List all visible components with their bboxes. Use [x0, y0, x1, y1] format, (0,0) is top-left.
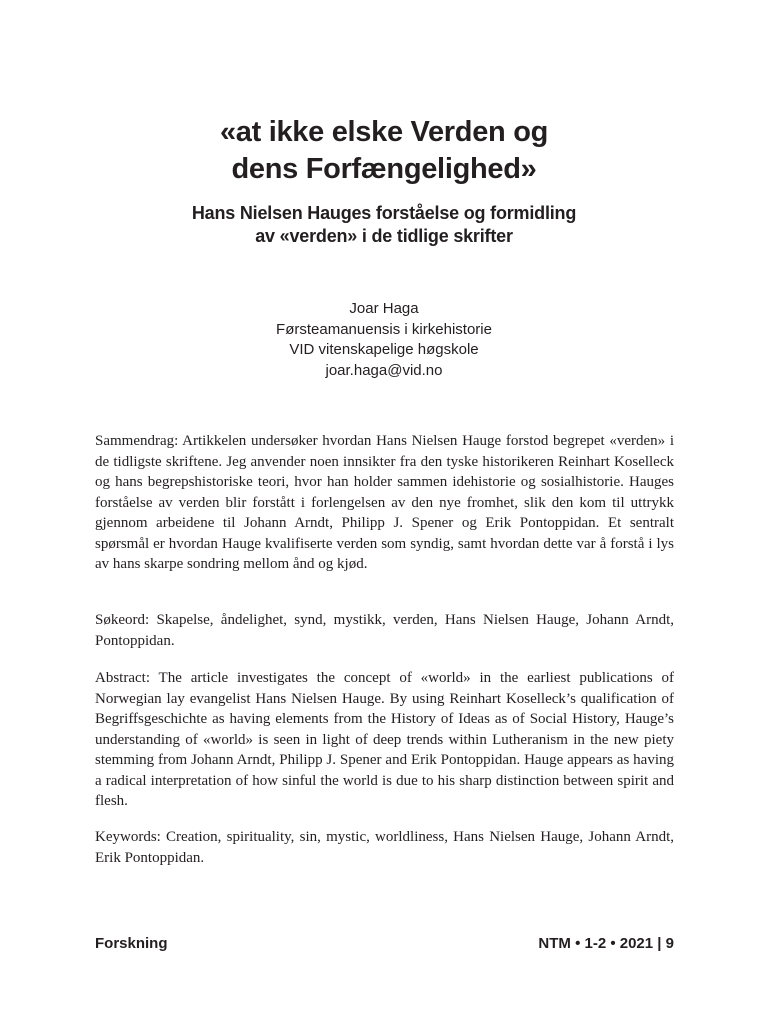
keywords-paragraph: Keywords: Creation, spirituality, sin, mystic, worldliness, Hans Nielsen Hauge, Johann Arndt, Erik Pontoppidan.	[95, 829, 674, 866]
author-block	[60, 299, 708, 381]
abstract-paragraph: Abstract: The article investigates the concept of «world» in the earliest publications of Norwegian lay evangelist Hans Nielsen Hauge. By using Reinhart Koselleck’s qualification of Begriffsgeschichte as having elements from the History of Ideas as of Social History, Hauge’s understanding of «world» is seen in light of deep trends within Lutheranism in the new piety stemming from Johann Arndt, Philipp J. Spener and Erik Pontoppidan. Hauge appears as having a radical interpretation of how sinful the world is due to his sharp distinction between spirit and flesh.	[95, 670, 674, 809]
article-subtitle	[60, 202, 708, 248]
footer-journal-info: NTM • 1-2 • 2021 | 9	[538, 935, 674, 952]
author-email[interactable]: joar.haga@vid.no	[325, 361, 443, 379]
article-subtitle-line-2: av «verden» i de tidlige skrifter	[255, 226, 513, 246]
article-subtitle-line-1: Hans Nielsen Hauges forståelse og formidling	[191, 203, 577, 223]
author-name: Joar Haga	[349, 300, 419, 317]
author-institution: VID vitenskapelige høgskole	[289, 341, 479, 358]
sammendrag-paragraph: Sammendrag: Artikkelen undersøker hvordan Hans Nielsen Hauge forstod begrepet «verden» i de tidligste skriftene. Jeg anvender noen innsikter fra den tyske historikeren Reinhart Koselleck og hans begrepshistoriske teori, hvor han holder sammen idehistorie og sosialhistorie. Hauges forståelse av verden blir forstått i forlengelsen av den nye fromhet, slik den kom til uttrykk gjennom arbeidene til Johann Arndt, Philipp J. Spener og Erik Pontoppidan. Et sentralt spørsmål er hvordan Hauge kvalifiserte verden som syndig, samt hvordan dette var å forstå i lys av hans skarpe sondring mellom ånd og kjød.	[95, 433, 674, 572]
article-title-line-2: dens Forfængelighed»	[231, 153, 537, 185]
author-position: Førsteamanuensis i kirkehistorie	[276, 320, 492, 338]
article-title	[60, 114, 708, 188]
article-title-line-1: «at ikke elske Verden og	[219, 116, 549, 148]
footer-section-label: Forskning	[95, 935, 168, 952]
sokeord-paragraph: Søkeord: Skapelse, åndelighet, synd, mystikk, verden, Hans Nielsen Hauge, Johann Arndt, Pontoppidan.	[95, 612, 674, 649]
